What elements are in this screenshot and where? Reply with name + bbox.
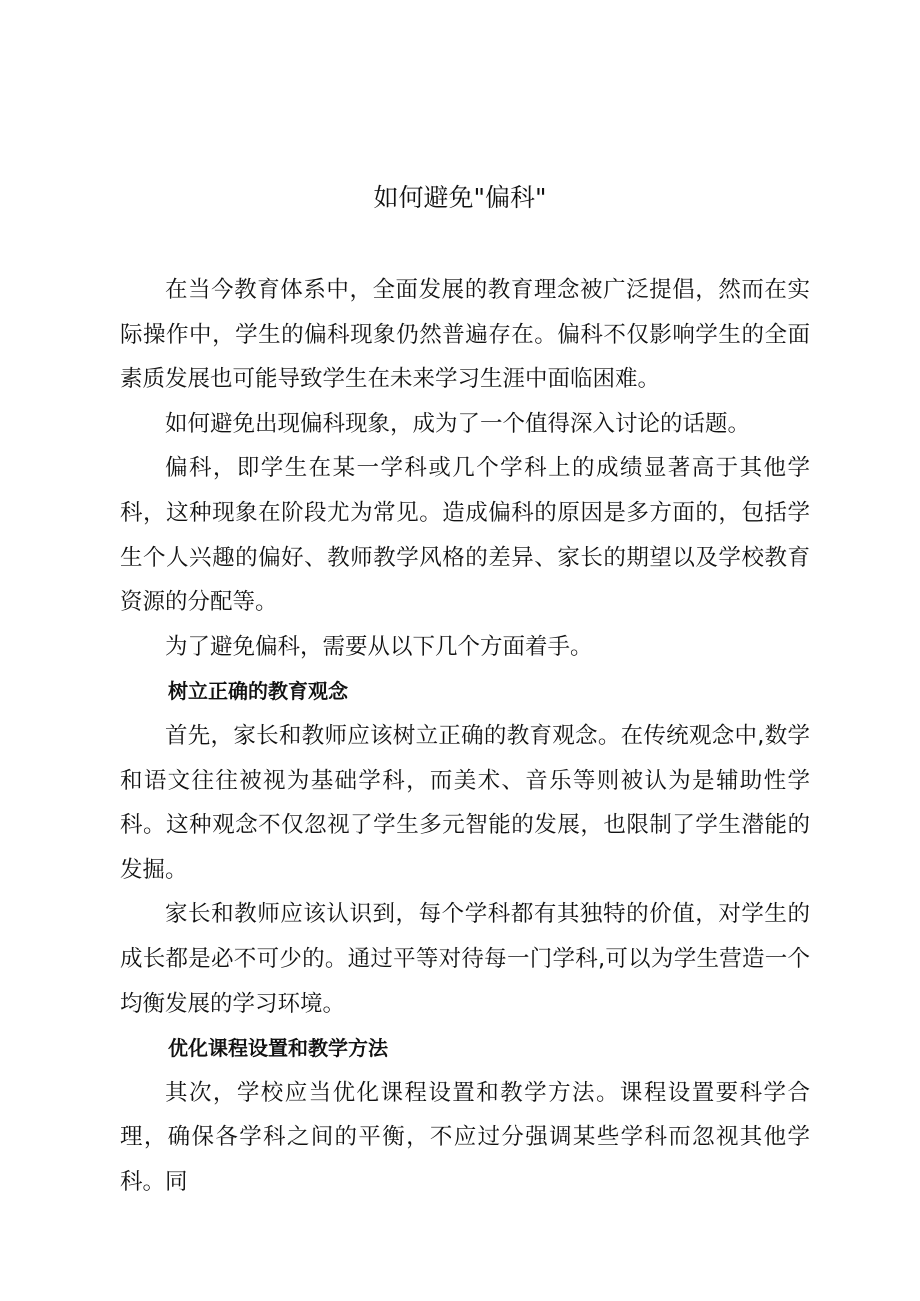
paragraph-approach: 为了避免偏科，需要从以下几个方面着手。 <box>165 633 593 660</box>
paragraph-definition: 偏科，即学生在某一学科或几个学科上的成绩显著高于其他学科，这种现象在阶段尤为常见。造成偏科的原因是多方面的，包括学生个人兴趣的偏好、教师教学风格的差异、家长的期望以及学校教育资源的分配等。 <box>120 455 810 616</box>
paragraph-intro: 在当今教育体系中，全面发展的教育理念被广泛提倡，然而在实际操作中，学生的偏科现象仍然普遍存在。偏科不仅影响学生的全面素质发展也可能导致学生在未来学习生涯中面临困难。 <box>120 277 810 393</box>
paragraph-concept-first: 首先，家长和教师应该树立正确的教育观念。在传统观念中,数学和语文往往被视为基础学科，而美术、音乐等则被认为是辅助性学科。这种观念不仅忽视了学生多元智能的发展，也限制了学生潜能的发掘。 <box>120 722 810 883</box>
section-heading-education-concept: 树立正确的教育观念 <box>168 679 348 704</box>
document-body <box>120 268 810 1204</box>
paragraph-concept-second: 家长和教师应该认识到，每个学科都有其独特的价值，对学生的成长都是必不可少的。通过平等对待每一门学科,可以为学生营造一个均衡发展的学习环境。 <box>120 901 810 1017</box>
paragraph-curriculum: 其次，学校应当优化课程设置和教学方法。课程设置要科学合理，确保各学科之间的平衡，不应过分强调某些学科而忽视其他学科。同 <box>120 1079 810 1195</box>
section-heading-curriculum: 优化课程设置和教学方法 <box>168 1036 388 1061</box>
document-title: 如何避免"偏科" <box>373 183 547 212</box>
paragraph-question: 如何避免出现偏科现象，成为了一个值得深入讨论的话题。 <box>165 410 751 437</box>
